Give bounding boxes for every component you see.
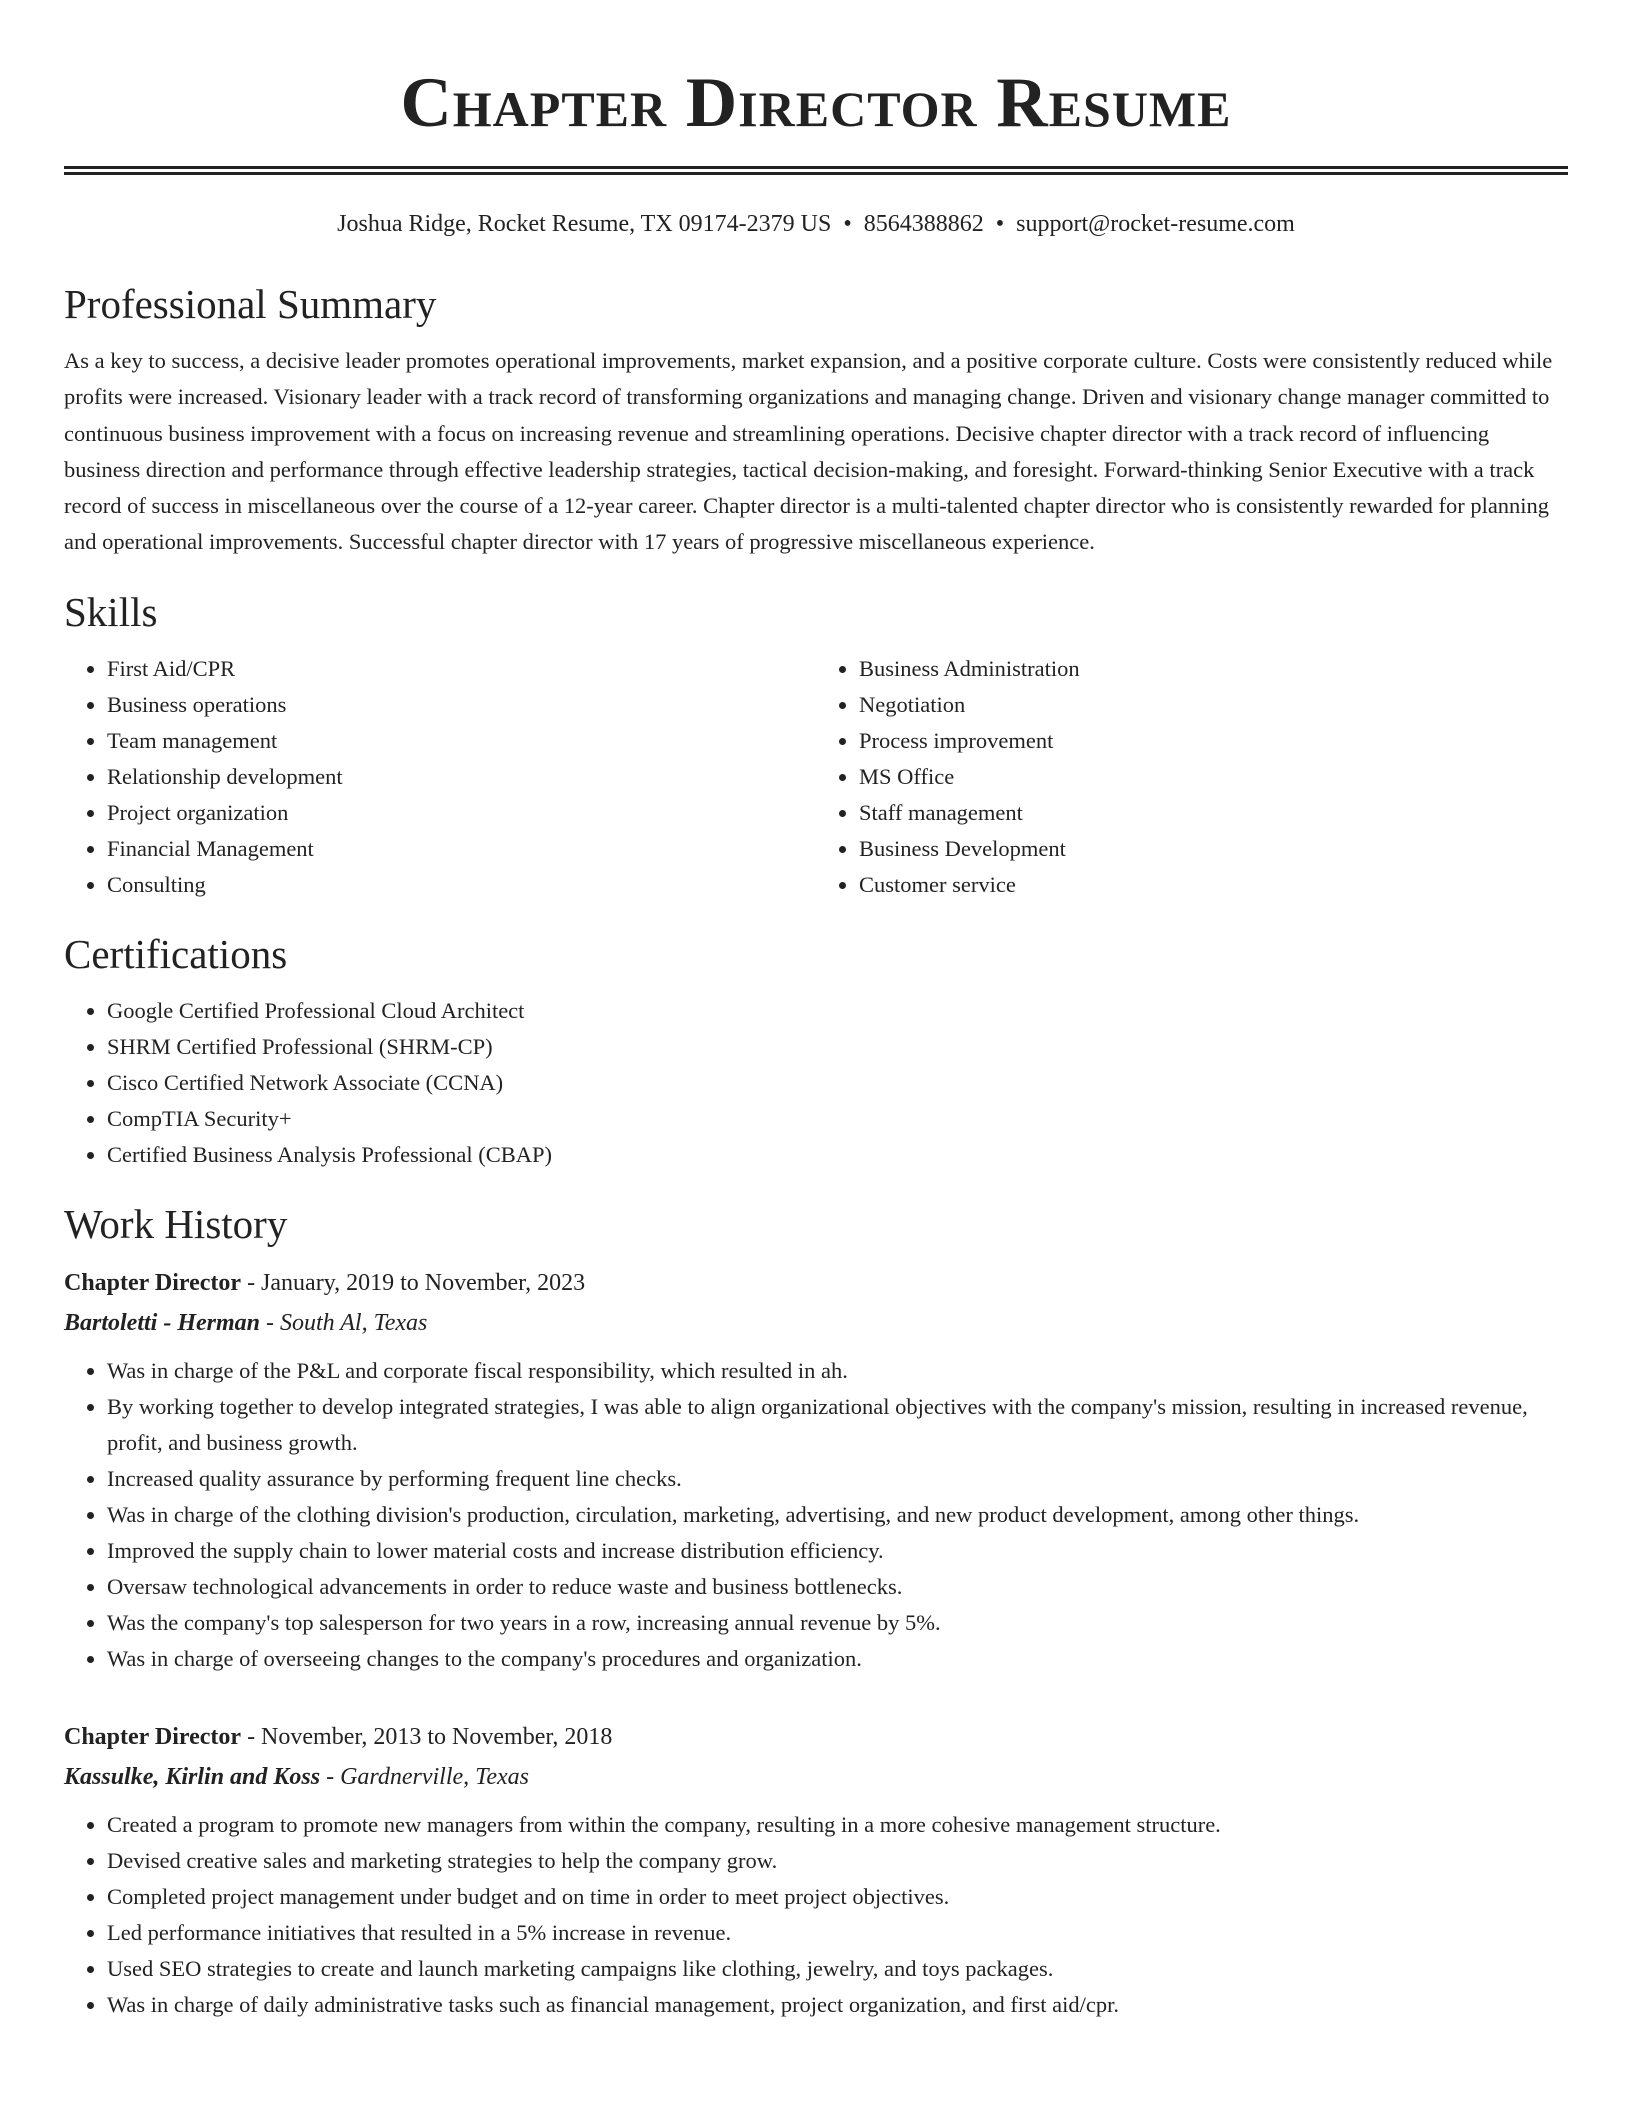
- resume-page: [64, 0, 1568, 2023]
- job-title: Chapter Director: [64, 1723, 242, 1750]
- job-bullet: • Devised creative sales and marketing strategies to help the company grow.: [107, 1843, 1568, 1879]
- certification-item: • Certified Business Analysis Professional (CBAP): [107, 1137, 1568, 1173]
- skill-item: • Team management: [107, 723, 816, 759]
- skill-item: • Financial Management: [107, 831, 816, 867]
- title-divider: [64, 166, 1568, 175]
- skills-columns: [64, 651, 1568, 903]
- certifications-section: [64, 929, 1568, 1173]
- skill-item: • Project organization: [107, 795, 816, 831]
- skill-item: • Business operations: [107, 687, 816, 723]
- skill-item: • Staff management: [859, 795, 1568, 831]
- certification-item: • Cisco Certified Network Associate (CCNA): [107, 1065, 1568, 1101]
- job-title-line: [64, 1263, 1568, 1303]
- job-dates: - January, 2019 to November, 2023: [241, 1269, 586, 1296]
- contact-separator: •: [843, 211, 852, 237]
- job-company: Kassulke, Kirlin and Koss: [64, 1763, 321, 1790]
- job-bullet: • Was in charge of the clothing division's production, circulation, marketing, advertising, and new product development, among other things.: [107, 1497, 1568, 1533]
- job-location: - Gardnerville, Texas: [320, 1763, 529, 1790]
- skill-item: • Relationship development: [107, 759, 816, 795]
- skills-list-right: [816, 651, 1568, 903]
- skill-item: • Process improvement: [859, 723, 1568, 759]
- certification-item: • CompTIA Security+: [107, 1101, 1568, 1137]
- job-bullet: • Improved the supply chain to lower material costs and increase distribution efficiency.: [107, 1533, 1568, 1569]
- job-bullet: • Created a program to promote new managers from within the company, resulting in a more cohesive management structure.: [107, 1807, 1568, 1843]
- contact-phone: 8564388862: [863, 211, 984, 237]
- job-bullet: • Led performance initiatives that resulted in a 5% increase in revenue.: [107, 1915, 1568, 1951]
- certifications-list: [64, 993, 1568, 1173]
- skill-item: • First Aid/CPR: [107, 651, 816, 687]
- section-heading-certifications: Certifications: [64, 930, 288, 977]
- contact-email: support@rocket-resume.com: [1016, 211, 1295, 237]
- job-bullet: • Used SEO strategies to create and launch marketing campaigns like clothing, jewelry, and toys packages.: [107, 1951, 1568, 1987]
- job-dates: - November, 2013 to November, 2018: [241, 1723, 613, 1750]
- job-entry: [64, 1717, 1568, 2023]
- job-location: - South Al, Texas: [260, 1309, 428, 1336]
- job-company-line: [64, 1757, 1568, 1797]
- contact-separator: •: [995, 211, 1005, 237]
- job-bullet: • Was in charge of the P&L and corporate fiscal responsibility, which resulted in ah.: [107, 1353, 1568, 1389]
- skill-item: • Negotiation: [859, 687, 1568, 723]
- job-bullets: [64, 1807, 1568, 2023]
- section-heading-summary: Professional Summary: [64, 281, 437, 327]
- job-bullet: • Was the company's top salesperson for two years in a row, increasing annual revenue by 5%.: [107, 1605, 1568, 1641]
- job-bullet: • By working together to develop integrated strategies, I was able to align organizational objectives with the company's mission, resulting in increased revenue, profit, and business growth.: [107, 1389, 1568, 1461]
- job-bullet: • Oversaw technological advancements in order to reduce waste and business bottlenecks.: [107, 1569, 1568, 1605]
- job-bullet: • Was in charge of daily administrative tasks such as financial management, project organization, and first aid/cpr.: [107, 1987, 1568, 2023]
- section-heading-skills: Skills: [64, 588, 158, 635]
- skill-item: • Customer service: [859, 867, 1568, 903]
- job-company: Bartoletti - Herman: [64, 1309, 261, 1336]
- skill-item: • Business Development: [859, 831, 1568, 867]
- skill-item: • Business Administration: [859, 651, 1568, 687]
- skills-section: [64, 587, 1568, 903]
- job-title: Chapter Director: [64, 1269, 242, 1296]
- job-company-line: [64, 1303, 1568, 1343]
- summary-text: As a key to success, a decisive leader promotes operational improvements, market expansion, and a positive corporate culture. Costs were consistently reduced while profits were increased. Visionary leader with a track record of transforming organizations and managing change. Driven and visionary change manager committed to continuous business improvement with a focus on increasing revenue and streamlining operations. Decisive chapter director with a track record of influencing business direction and performance through effective leadership strategies, tactical decision-making, and foresight. Forward-thinking Senior Executive with a track record of success in miscellaneous over the course of a 12-year career. Chapter director is a multi-talented chapter director who is consistently rewarded for planning and operational improvements. Successful chapter director with 17 years of progressive miscellaneous experience.: [64, 348, 1553, 555]
- certification-item: • Google Certified Professional Cloud Architect: [107, 993, 1568, 1029]
- resume-title: Chapter Director Resume: [400, 64, 1232, 142]
- skill-item: • Consulting: [107, 867, 816, 903]
- job-entry: [64, 1263, 1568, 1677]
- job-bullet: • Completed project management under budget and on time in order to meet project objectives.: [107, 1879, 1568, 1915]
- job-bullet: • Increased quality assurance by performing frequent line checks.: [107, 1461, 1568, 1497]
- job-title-line: [64, 1717, 1568, 1757]
- job-bullets: [64, 1353, 1568, 1677]
- certification-item: • SHRM Certified Professional (SHRM-CP): [107, 1029, 1568, 1065]
- work-history-section: [64, 1199, 1568, 2023]
- contact-line: [64, 209, 1568, 239]
- job-bullet: • Was in charge of overseeing changes to the company's procedures and organization.: [107, 1641, 1568, 1677]
- skill-item: • MS Office: [859, 759, 1568, 795]
- contact-address: Joshua Ridge, Rocket Resume, TX 09174-2379 US: [337, 211, 832, 237]
- professional-summary-section: [64, 279, 1568, 561]
- section-heading-work-history: Work History: [64, 1200, 288, 1247]
- skills-list-left: [64, 651, 816, 903]
